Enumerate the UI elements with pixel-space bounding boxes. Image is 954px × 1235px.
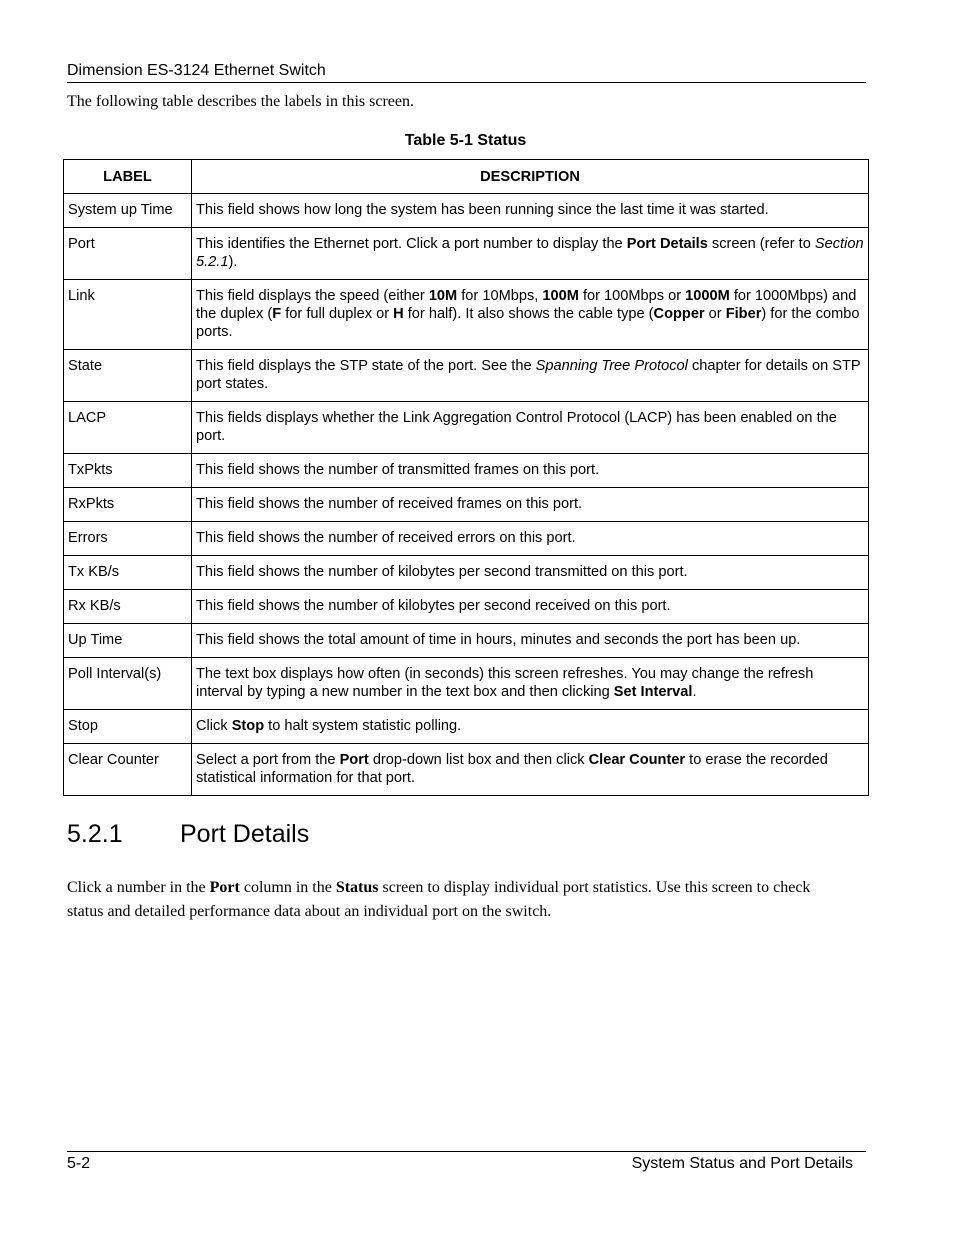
row-label: Rx KB/s: [64, 590, 192, 624]
row-label: Port: [64, 228, 192, 280]
table-row: [64, 228, 869, 280]
row-description: [192, 194, 869, 228]
text-run: This field displays the STP state of the port. See the: [196, 358, 536, 374]
footer-rule: [67, 1151, 866, 1152]
table-body: [64, 194, 869, 796]
text-run: ).: [228, 254, 238, 270]
table-row: [64, 624, 869, 658]
row-label: Stop: [64, 710, 192, 744]
text-run: This field shows the number of received frames on this port.: [196, 496, 583, 512]
column-header-label: LABEL: [64, 160, 192, 194]
row-description: [192, 488, 869, 522]
text-run: This fields displays whether the Link Aggregation Control Protocol (LACP) has been enabled on the port.: [196, 410, 837, 444]
row-label: Errors: [64, 522, 192, 556]
text-run: This identifies the Ethernet port. Click a port number to display the: [196, 236, 627, 252]
bold-term: Stop: [231, 718, 265, 734]
row-label: Clear Counter: [64, 744, 192, 796]
row-description: [192, 454, 869, 488]
text-run: This field shows the number of received errors on this port.: [196, 530, 576, 546]
row-label: Up Time: [64, 624, 192, 658]
section-title: Port Details: [180, 820, 310, 848]
footer-chapter-title: System Status and Port Details: [631, 1155, 853, 1172]
bold-term: Fiber: [725, 306, 762, 322]
text-run: drop-down list box and then click: [368, 752, 589, 768]
row-description: [192, 590, 869, 624]
section-number: 5.2.1: [67, 820, 123, 848]
text-run: Click a number in the: [67, 879, 210, 896]
table-row: [64, 350, 869, 402]
text-run: .: [692, 684, 697, 700]
table-header-row: [64, 160, 869, 194]
bold-term: Port: [339, 752, 369, 768]
text-run: Click: [196, 718, 232, 734]
row-description: [192, 710, 869, 744]
table-row: [64, 402, 869, 454]
text-run: to halt system statistic polling.: [264, 718, 462, 734]
table-row: [64, 556, 869, 590]
table-caption: Table 5-1 Status: [404, 132, 527, 149]
row-label: RxPkts: [64, 488, 192, 522]
text-run: chapter for details on STP port states.: [196, 358, 861, 392]
footer-page-number: 5-2: [67, 1155, 91, 1172]
table-row: [64, 710, 869, 744]
row-label: State: [64, 350, 192, 402]
table-row: [64, 522, 869, 556]
row-description: [192, 280, 869, 350]
italic-reference: Section 5.2.1: [196, 236, 864, 270]
text-run: for full duplex or: [281, 306, 394, 322]
bold-term: 1000M: [685, 288, 730, 304]
bold-term: Clear Counter: [588, 752, 686, 768]
bold-term: F: [272, 306, 282, 322]
italic-reference: Spanning Tree Protocol: [535, 358, 688, 374]
text-run: screen to display individual port statistics. Use this screen to check status and detailed performance data about an individual port on the switch.: [67, 879, 811, 920]
row-description: [192, 556, 869, 590]
text-run: ) for the combo ports.: [196, 306, 860, 340]
row-description: [192, 658, 869, 710]
text-run: This field shows how long the system has been running since the last time it was started.: [196, 202, 769, 218]
row-label: TxPkts: [64, 454, 192, 488]
text-run: This field shows the number of kilobytes per second transmitted on this port.: [196, 564, 688, 580]
header-rule: [67, 82, 866, 83]
text-run: column in the: [239, 879, 336, 896]
bold-term: Port: [209, 879, 240, 896]
bold-term: 100M: [542, 288, 579, 304]
text-run: This field shows the number of transmitted frames on this port.: [196, 462, 600, 478]
text-run: for 1000Mbps) and the duplex (: [196, 288, 857, 322]
table-row: [64, 194, 869, 228]
status-table: [63, 159, 869, 796]
row-description: [192, 402, 869, 454]
table-row: [64, 590, 869, 624]
section-heading: [67, 818, 866, 850]
text-run: for 10Mbps,: [457, 288, 543, 304]
bold-term: H: [393, 306, 404, 322]
column-header-description: DESCRIPTION: [192, 160, 869, 194]
text-run: Select a port from the: [196, 752, 340, 768]
running-header: Dimension ES-3124 Ethernet Switch: [67, 62, 326, 79]
table-row: [64, 658, 869, 710]
text-run: This field displays the speed (either: [196, 288, 429, 304]
row-label: System up Time: [64, 194, 192, 228]
text-run: or: [704, 306, 726, 322]
bold-term: Copper: [653, 306, 705, 322]
row-description: [192, 350, 869, 402]
text-run: for 100Mbps or: [578, 288, 686, 304]
table-row: [64, 488, 869, 522]
row-description: [192, 522, 869, 556]
bold-term: Set Interval: [613, 684, 693, 700]
row-description: [192, 228, 869, 280]
bold-term: Status: [335, 879, 379, 896]
text-run: The text box displays how often (in seconds) this screen refreshes. You may change the refresh interval by typing a new number in the text box and then clicking: [196, 666, 814, 700]
row-label: Link: [64, 280, 192, 350]
row-description: [192, 744, 869, 796]
bold-term: 10M: [428, 288, 458, 304]
text-run: for half). It also shows the cable type (: [403, 306, 654, 322]
text-run: to erase the recorded statistical information for that port.: [196, 752, 828, 786]
row-label: Tx KB/s: [64, 556, 192, 590]
row-label: Poll Interval(s): [64, 658, 192, 710]
section-body-paragraph: [67, 876, 827, 923]
intro-paragraph: The following table describes the labels in this screen.: [67, 93, 415, 110]
text-run: This field shows the total amount of time in hours, minutes and seconds the port has been up.: [196, 632, 801, 648]
row-description: [192, 624, 869, 658]
bold-term: Port Details: [626, 236, 708, 252]
table-row: [64, 454, 869, 488]
table-row: [64, 280, 869, 350]
table-row: [64, 744, 869, 796]
row-label: LACP: [64, 402, 192, 454]
text-run: screen (refer to: [707, 236, 815, 252]
text-run: This field shows the number of kilobytes per second received on this port.: [196, 598, 671, 614]
